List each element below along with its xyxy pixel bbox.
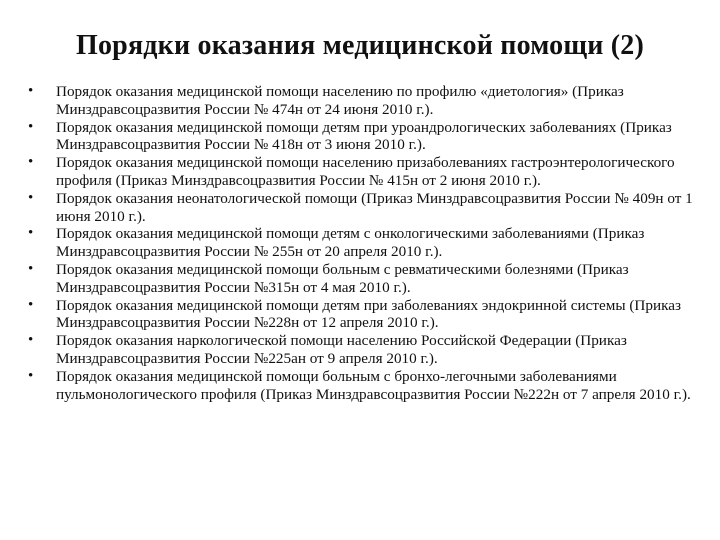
list-item-text: Порядок оказания медицинской помощи больным с ревматическими болезнями (Приказ Минздравсоцразвития России №315н от 4 мая 2010 г.). <box>56 260 629 296</box>
list-item-text: Порядок оказания неонатологической помощи (Приказ Минздравсоцразвития России № 409н от 1 июня 2010 г.). <box>56 189 693 225</box>
list-item-text: Порядок оказания медицинской помощи детям с онкологическими заболеваниями (Приказ Минздравсоцразвития России № 255н от 20 апреля 2010 г.). <box>56 225 645 261</box>
slide-title: Порядки оказания медицинской помощи (2) <box>76 30 644 61</box>
list-item <box>28 119 708 155</box>
bullet-icon: • <box>28 189 34 206</box>
bullet-icon: • <box>28 296 34 313</box>
list-item-text: Порядок оказания медицинской помощи населению по профилю «диетология» (Приказ Минздравсоцразвития России № 474н от 24 июня 2010 г.). <box>56 83 624 118</box>
list-item <box>28 332 708 368</box>
bullet-icon: • <box>28 367 34 384</box>
list-item <box>28 225 708 261</box>
orders-list <box>28 83 708 403</box>
bullet-icon: • <box>28 118 34 135</box>
list-item <box>28 190 708 226</box>
list-item <box>28 83 708 119</box>
list-item-text: Порядок оказания медицинской помощи населению призаболеваниях гастроэнтерологического профиля (Приказ Минздравсоцразвития России № 415н от 2 июня 2010 г.). <box>56 154 675 189</box>
list-item-text: Порядок оказания медицинской помощи детям при заболеваниях эндокринной системы (Приказ Минздравсоцразвития России №228н от 12 апреля 2010 г.). <box>56 296 681 332</box>
list-item <box>28 261 708 297</box>
list-item-text: Порядок оказания медицинской помощи больным с бронхо-легочными заболеваниями пульмонологического профиля (Приказ Минздравсоцразвития России №222н от 7 апреля 2010 г.). <box>56 367 691 403</box>
bullet-icon: • <box>28 154 34 171</box>
bullet-icon: • <box>28 332 34 349</box>
list-item-text: Порядок оказания медицинской помощи детям при уроандрологических заболеваниях (Приказ Минздравсоцразвития России № 418н от 3 июня 2010 г.). <box>56 118 672 154</box>
list-item <box>28 368 708 404</box>
list-item <box>28 154 708 190</box>
bullet-icon: • <box>28 260 34 277</box>
bullet-icon: • <box>28 83 34 99</box>
list-item-text: Порядок оказания наркологической помощи населению Российской Федерации (Приказ Минздравсоцразвития России №225ан от 9 апреля 2010 г.). <box>56 332 627 367</box>
list-item <box>28 297 708 333</box>
bullet-icon: • <box>28 225 34 242</box>
